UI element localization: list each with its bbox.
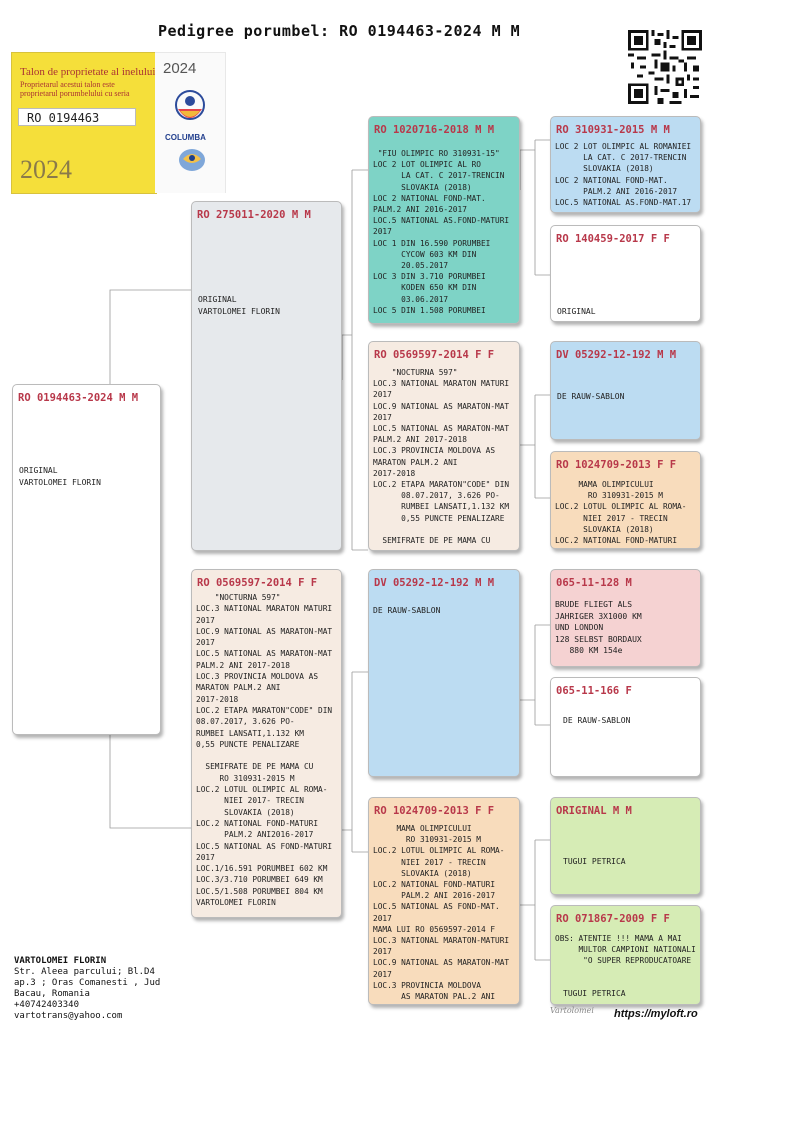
pedigree-card-ssd bbox=[550, 225, 701, 322]
talon-text: Proprietarul acestui talon este proprietarul porumbelului cu seria bbox=[20, 80, 130, 98]
card-breeder: TUGUI PETRICA bbox=[563, 989, 626, 998]
pedigree-card-sire-dam bbox=[368, 341, 520, 551]
card-details: ORIGINAL bbox=[557, 307, 596, 316]
pedigree-card-dss bbox=[550, 569, 701, 667]
card-ring-number: 065-11-166 F bbox=[556, 685, 632, 697]
card-ring-number: RO 140459-2017 F F bbox=[556, 233, 670, 245]
card-ring-number: RO 1020716-2018 M M bbox=[374, 124, 495, 136]
card-details: TUGUI PETRICA bbox=[563, 857, 626, 866]
pedigree-card-subject bbox=[12, 384, 161, 735]
card-ring-number: RO 1024709-2013 F F bbox=[556, 459, 677, 471]
card-details: MAMA OLIMPICULUI RO 310931-2015 M LOC.2 LOTUL OLIMPIC AL ROMA- NIEI 2017 - TRECIN SLOVAKIA (2018) LOC.2 NATIONAL FOND-MATURI bbox=[555, 480, 687, 546]
pedigree-card-sds bbox=[550, 341, 701, 440]
pedigree-card-sire-sire bbox=[368, 116, 520, 324]
card-details: LOC 2 LOT OLIMPIC AL ROMANIEI LA CAT. C 2017-TRENCIN SLOVAKIA (2018) LOC 2 NATIONAL FOND-MAT. PALM.2 ANI 2016-2017 LOC.5 NATIONAL AS.FOND-MAT.17 bbox=[555, 142, 692, 208]
talon-heading: Talon de proprietate al inelului bbox=[20, 66, 156, 78]
card-details: DE RAUW-SABLON bbox=[563, 716, 631, 725]
pedigree-card-dam bbox=[191, 569, 342, 918]
website-link[interactable]: https://myloft.ro bbox=[614, 1008, 698, 1020]
stub-year: 2024 bbox=[163, 60, 197, 77]
card-ring-number: RO 275011-2020 M M bbox=[197, 209, 311, 221]
card-details: BRUDE FLIEGT ALS JAHRIGER 3X1000 KM UND LONDON 128 SELBST BORDAUX 880 KM 154e bbox=[555, 600, 642, 655]
pedigree-card-ddd bbox=[550, 905, 701, 1005]
card-details: ORIGINAL VARTOLOMEI FLORIN bbox=[19, 466, 101, 487]
card-details: DE RAUW-SABLON bbox=[373, 606, 441, 615]
signature: Vartolomei bbox=[550, 1006, 594, 1015]
pedigree-card-sss bbox=[550, 116, 701, 213]
card-ring-number: RO 1024709-2013 F F bbox=[374, 805, 495, 817]
card-details: DE RAUW-SABLON bbox=[557, 392, 625, 401]
card-ring-number: RO 0569597-2014 F F bbox=[374, 349, 495, 361]
card-ring-number: RO 0194463-2024 M M bbox=[18, 392, 139, 404]
owner-contact bbox=[14, 956, 160, 1022]
pedigree-card-sire bbox=[191, 201, 342, 551]
card-ring-number: DV 05292-12-192 M M bbox=[556, 349, 677, 361]
card-ring-number: RO 0569597-2014 F F bbox=[197, 577, 318, 589]
pedigree-card-dam-dam bbox=[368, 797, 520, 1005]
card-details: "NOCTURNA 597" LOC.3 NATIONAL MARATON MATURI 2017 LOC.9 NATIONAL AS MARATON-MAT 2017 LOC.5 NATIONAL AS MARATON-MAT PALM.2 ANI 2017-2018 LOC.3 PROVINCIA MOLDOVA AS MARATON PALM.2 ANI 2017-2018 LOC.2 ETAPA MARATON"CODE" DIN 08.07.2017, 3.626 PO- RUMBEI LANSATI,1.132 KM 0,55 PUNCTE PENALIZARE SEMIFRATE DE PE MAMA CU bbox=[373, 368, 510, 546]
card-details: ORIGINAL VARTOLOMEI FLORIN bbox=[198, 295, 280, 316]
owner-name: VARTOLOMEI FLORIN bbox=[14, 956, 107, 966]
talon-year: 2024 bbox=[20, 155, 72, 184]
talon-ring-number: RO 0194463 bbox=[18, 108, 136, 126]
card-ring-number: RO 071867-2009 F F bbox=[556, 913, 670, 925]
pedigree-card-dsd bbox=[550, 677, 701, 777]
card-details: MAMA OLIMPICULUI RO 310931-2015 M LOC.2 LOTUL OLIMPIC AL ROMA- NIEI 2017 - TRECIN SLOVAKIA (2018) LOC.2 NATIONAL FOND-MATURI PALM.2 ANI 2016-2017 LOC.5 NATIONAL AS FOND-MAT. 2017 MAMA LUI RO 0569597-2014 F LOC.3 NATIONAL MARATON-MATURI 2017 LOC.9 NATIONAL AS MARATON-MAT 2017 LOC.3 PROVINCIA MOLDOVA AS MARATON PAL.2 ANI bbox=[373, 824, 510, 1002]
card-details: "FIU OLIMPIC RO 310931-15" LOC 2 LOT OLIMPIC AL RO LA CAT. C 2017-TRENCIN SLOVAKIA (2018) LOC 2 NATIONAL FOND-MAT. PALM.2 ANI 2016-2017 LOC.5 NATIONAL AS.FOND-MATURI 2017 LOC 1 DIN 16.590 PORUMBEI CYCOW 603 KM DIN 20.05.2017 LOC 3 DIN 3.710 PORUMBEI KODEN 650 KM DIN 03.06.2017 LOC 5 DIN 1.508 PORUMBEI bbox=[373, 149, 510, 315]
card-details: OBS: ATENTIE !!! MAMA A MAI MULTOR CAMPIONI NATIONALI "O SUPER REPRODUCATOARE bbox=[555, 934, 696, 966]
card-ring-number: RO 310931-2015 M M bbox=[556, 124, 670, 136]
card-ring-number: DV 05292-12-192 M M bbox=[374, 577, 495, 589]
card-ring-number: 065-11-128 M bbox=[556, 577, 632, 589]
card-details: "NOCTURNA 597" LOC.3 NATIONAL MARATON MATURI 2017 LOC.9 NATIONAL AS MARATON-MAT 2017 LOC.5 NATIONAL AS MARATON-MAT PALM.2 ANI 2017-2018 LOC.3 PROVINCIA MOLDOVA AS MARATON PALM.2 ANI 2017-2018 LOC.2 ETAPA MARATON"CODE" DIN 08.07.2017, 3.626 PO- RUMBEI LANSATI,1.132 KM 0,55 PUNCTE PENALIZARE SEMIFRATE DE PE MAMA CU RO 310931-2015 M LOC.2 LOTUL OLIMPIC AL ROMA- NIEI 2017- TRECIN SLOVAKIA (2018) LOC.2 NATIONAL FOND-MATURI PALM.2 ANI2016-2017 LOC.5 NATIONAL AS FOND-MATURI 2017 LOC.1/16.591 PORUMBEI 602 KM LOC.3/3.710 PORUMBEI 649 KM LOC.5/1.508 PORUMBEI 804 KM VARTOLOMEI FLORIN bbox=[196, 593, 333, 908]
pedigree-card-dam-sire bbox=[368, 569, 520, 777]
page-title: Pedigree porumbel: RO 0194463-2024 M M bbox=[158, 22, 521, 40]
pedigree-card-dds bbox=[550, 797, 701, 895]
owner-address: Str. Aleea parcului; Bl.D4 ap.3 ; Oras Comanesti , Jud Bacau, Romania +40742403340 vartotrans@yahoo.com bbox=[14, 967, 161, 1021]
pedigree-card-sdd bbox=[550, 451, 701, 549]
card-ring-number: ORIGINAL M M bbox=[556, 805, 632, 817]
columba-logo-text: COLUMBA bbox=[165, 133, 206, 142]
